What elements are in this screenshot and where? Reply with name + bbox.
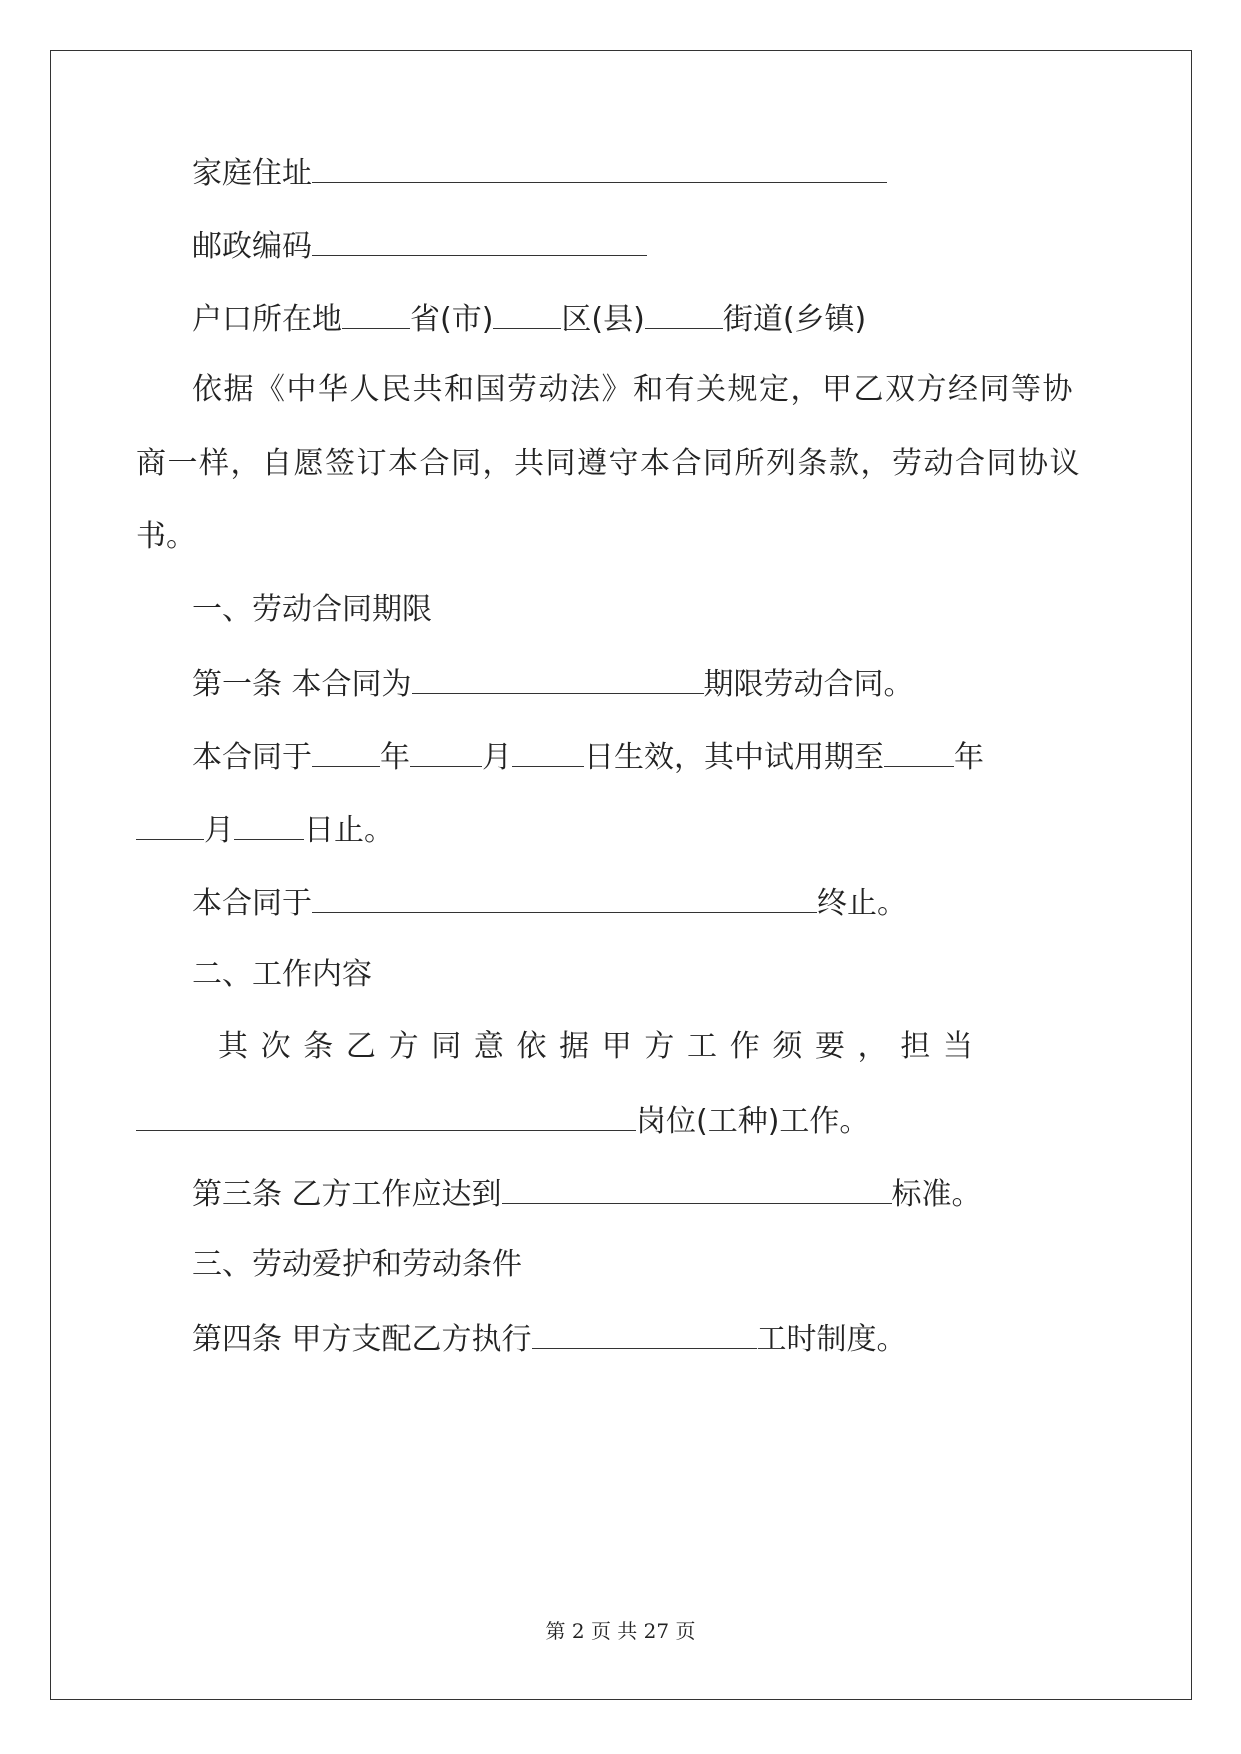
section1-heading: 一、劳动合同期限 — [192, 592, 432, 627]
article2-char: 当 — [942, 1029, 973, 1064]
preamble-line-3: 书。 — [136, 519, 196, 554]
article1-line — [192, 663, 914, 705]
article2-char: 次 — [260, 1029, 291, 1064]
hukou-line — [192, 298, 866, 340]
probation-year-label: 年 — [954, 740, 984, 775]
probation-end-line — [136, 809, 394, 851]
probation-end-label: 日止。 — [304, 813, 394, 848]
article2-char: 要 — [814, 1029, 845, 1064]
page-footer: 第 2 页 共 27 页 — [545, 1619, 696, 1643]
probation-year-blank — [884, 736, 954, 767]
article2-char: 据 — [559, 1029, 590, 1064]
article2-char: 依 — [516, 1029, 547, 1064]
article1-suffix: 期限劳动合同。 — [703, 667, 914, 702]
province-label: 省(市) — [410, 302, 494, 337]
province-blank — [342, 298, 410, 329]
probation-month-label: 月 — [204, 813, 234, 848]
article2-char: 乙 — [345, 1029, 376, 1064]
eff-month-blank — [410, 736, 482, 767]
article2-continuation — [136, 1100, 869, 1142]
article2-suffix: 岗位(工种)工作。 — [636, 1104, 870, 1139]
effective-prefix: 本合同于 — [192, 740, 312, 775]
article2-char: 意 — [473, 1029, 504, 1064]
postal-code-line — [192, 225, 647, 267]
hukou-label: 户口所在地 — [192, 302, 342, 337]
article2-char: 方 — [388, 1029, 419, 1064]
section3-heading: 三、劳动爱护和劳动条件 — [192, 1247, 522, 1282]
article2-char: 同 — [431, 1029, 462, 1064]
effective-line — [192, 736, 984, 778]
eff-year-label: 年 — [380, 740, 410, 775]
article3-blank — [502, 1173, 892, 1204]
article3-prefix: 第三条 乙方工作应达到 — [192, 1177, 502, 1212]
termination-line — [192, 882, 907, 924]
eff-year-blank — [312, 736, 380, 767]
preamble-line-1: 依据《中华人民共和国劳动法》和有关规定，甲乙双方经同等协 — [192, 372, 1074, 407]
article2-char: 须 — [772, 1029, 803, 1064]
home-address-label: 家庭住址 — [192, 156, 312, 191]
article2-char: 作 — [729, 1029, 760, 1064]
article4-suffix: 工时制度。 — [756, 1322, 907, 1357]
street-label: 街道(乡镇) — [722, 302, 867, 337]
article2-char: ， — [857, 1029, 888, 1064]
article1-blank — [412, 663, 704, 694]
street-blank — [645, 298, 723, 329]
article1-prefix: 第一条 本合同为 — [192, 667, 412, 702]
post-blank — [136, 1100, 636, 1131]
preamble-line-2: 商一样，自愿签订本合同，共同遵守本合同所列条款，劳动合同协议 — [136, 446, 1081, 481]
article2-char: 条 — [303, 1029, 334, 1064]
article4-prefix: 第四条 甲方支配乙方执行 — [192, 1322, 532, 1357]
postal-code-blank — [312, 225, 647, 256]
section2-heading: 二、工作内容 — [192, 957, 372, 992]
article2-char: 甲 — [601, 1029, 632, 1064]
article3-suffix: 标准。 — [891, 1177, 982, 1212]
termination-blank — [312, 882, 817, 913]
eff-month-label: 月 — [482, 740, 512, 775]
termination-prefix: 本合同于 — [192, 886, 312, 921]
article2-char: 担 — [900, 1029, 931, 1064]
postal-code-label: 邮政编码 — [192, 229, 312, 264]
probation-month-blank — [136, 809, 204, 840]
article3-line — [192, 1173, 982, 1215]
district-label: 区(县) — [561, 302, 645, 337]
article2-char: 工 — [687, 1029, 718, 1064]
article2-char: 方 — [644, 1029, 675, 1064]
probation-day-blank — [234, 809, 304, 840]
eff-day-blank — [512, 736, 584, 767]
article4-blank — [532, 1318, 757, 1349]
home-address-blank — [312, 152, 887, 183]
termination-suffix: 终止。 — [817, 886, 907, 921]
home-address-line — [192, 152, 887, 194]
article2-char: 其 — [218, 1029, 248, 1064]
district-blank — [493, 298, 561, 329]
effective-mid: 日生效，其中试用期至 — [584, 740, 884, 775]
article4-line — [192, 1318, 907, 1360]
article2-line — [218, 1027, 973, 1067]
